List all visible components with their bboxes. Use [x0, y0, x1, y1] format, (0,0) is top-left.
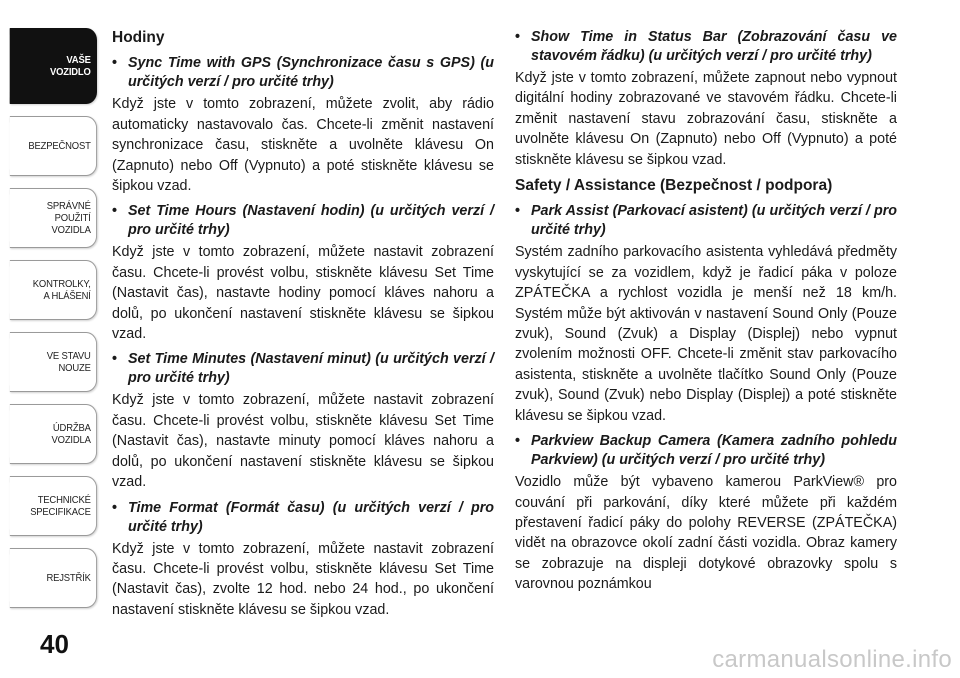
bullet-text: Time Format (Formát času) (u určitých verzí / pro určité trhy) [128, 499, 494, 535]
tab-label: KONTROLKY, A HLÁŠENÍ [32, 278, 91, 302]
tab-bezpecnost[interactable] [10, 116, 97, 176]
bullet-icon: • [112, 499, 118, 516]
bullet-text: Sync Time with GPS (Synchronizace času s GPS) (u určitých verzí / pro určité trhy) [128, 55, 494, 91]
bullet-heading [112, 499, 494, 537]
tab-udrzba[interactable] [10, 404, 97, 464]
paragraph: Když jste v tomto zobrazení, můžete nastavit zobrazení času. Chcete-li provést volbu, stiskněte klávesu Set Time (Nastavit čas), nastavte hodiny pomocí kláves nahoru a dolů, po ukončení nastavení stiskněte klávesu se šipkou vzad. [112, 244, 494, 343]
bullet-text: Set Time Hours (Nastavení hodin) (u určitých verzí / pro určité trhy) [128, 203, 494, 239]
bullet-text: Show Time in Status Bar (Zobrazování času ve stavovém řádku) (u určitých verzí / pro určité trhy) [531, 29, 897, 64]
tab-label: VE STAVU NOUZE [46, 350, 91, 374]
section-heading: Hodiny [112, 29, 165, 46]
paragraph: Vozidlo může být vybaveno kamerou ParkView® pro couvání při parkování, díky které můžete při každém přestavení řadicí páky do polohy REVERSE (ZPÁTEČKA) vidět na obrazovce okolí zadní části vozidla. Obraz kamery se zobrazuje na displeji dotykové obrazovky spolu s varovnou poznámkou [515, 474, 897, 593]
bullet-icon: • [112, 351, 118, 368]
paragraph: Když jste v tomto zobrazení, můžete nastavit zobrazení času. Chcete-li provést volbu, stiskněte klávesu Set Time (Nastavit čas), nastavte minuty pomocí kláves nahoru a dolů, po ukončení nastavení stiskněte klávesu se šipkou vzad. [112, 392, 494, 491]
tab-kontrolky[interactable] [10, 260, 97, 320]
paragraph: Systém zadního parkovacího asistenta vyhledává předměty vyskytující se za vozidlem, když je řadicí páka v poloze ZPÁTEČKA a rychlost vozidla je menší než 18 km/h. Systém může být aktivován v nastavení Sound Only (Pouze zvuk), Sound (Zvuk) a Display (Displej) nebo vypnut zvolením možnosti OFF. Chcete-li změnit stav parkovacího asistenta, stiskněte a uvolněte tlačítko Sound Only (Pouze zvuk), Sound (Zvuk) nebo Display (Displej) a poté stiskněte klávesu se šipkou vzad. [515, 244, 897, 424]
bullet-heading [112, 202, 494, 240]
tab-label: TECHNICKÉ SPECIFIKACE [30, 494, 91, 518]
tab-label: ÚDRŽBA VOZIDLA [51, 422, 91, 446]
tab-label: VAŠE VOZIDLO [49, 54, 91, 78]
bullet-icon: • [515, 203, 521, 220]
tab-spravne-pouziti[interactable] [10, 188, 97, 248]
bullet-text: Set Time Minutes (Nastavení minut) (u určitých verzí / pro určité trhy) [128, 351, 494, 387]
section-heading: Safety / Assistance (Bezpečnost / podpora) [515, 177, 833, 195]
bullet-icon: • [515, 29, 521, 45]
page-number: 40 [40, 629, 69, 659]
column-right [515, 28, 897, 599]
bullet-heading [515, 28, 897, 66]
tab-technicke-specifikace[interactable] [10, 476, 97, 536]
tab-label: BEZPEČNOST [28, 140, 91, 152]
tab-rejstrik[interactable] [10, 548, 97, 608]
paragraph: Když jste v tomto zobrazení, můžete nastavit zobrazení času. Chcete-li provést volbu, stiskněte klávesu Set Time (Nastavit čas), zvolte 12 hod. nebo 24 hod., po ukončení nastavení stiskněte klávesu se šipkou vzad. [112, 540, 494, 618]
watermark: carmanualsonline.info [712, 646, 952, 673]
sidebar-nav [0, 28, 97, 620]
tab-label: REJSTŘÍK [46, 572, 91, 584]
paragraph: Když jste v tomto zobrazení, můžete zvolit, aby rádio automaticky nastavovalo čas. Chcete-li změnit nastavení synchronizace času, stiskněte a uvolněte klávesu On (Zapnuto) nebo Off (Vypnuto) a poté stiskněte klávesu se šipkou vzad. [112, 96, 494, 195]
bullet-heading [112, 54, 494, 92]
tab-ve-stavu-nouze[interactable] [10, 332, 97, 392]
bullet-text: Parkview Backup Camera (Kamera zadního pohledu Parkview) (u určitých verzí / pro určité trhy) [531, 433, 897, 469]
bullet-heading [112, 350, 494, 388]
bullet-icon: • [515, 433, 521, 450]
bullet-text: Park Assist (Parkovací asistent) (u určitých verzí / pro určité trhy) [531, 203, 897, 239]
bullet-heading [515, 432, 897, 470]
bullet-icon: • [112, 203, 118, 220]
bullet-icon: • [112, 55, 118, 72]
bullet-heading [515, 202, 897, 240]
tab-vase-vozidlo[interactable] [10, 28, 97, 104]
tab-label: SPRÁVNÉ POUŽITÍ VOZIDLA [46, 200, 91, 236]
column-left [112, 28, 494, 624]
paragraph: Když jste v tomto zobrazení, můžete zapnout nebo vypnout digitální hodiny zobrazované ve stavovém řádku. Chcete-li změnit nastavení stavu zobrazování času, stiskněte a uvolněte klávesu On (Zapnuto) nebo Off (Vypnuto) a poté stiskněte klávesu se šipkou vzad. [515, 70, 897, 168]
